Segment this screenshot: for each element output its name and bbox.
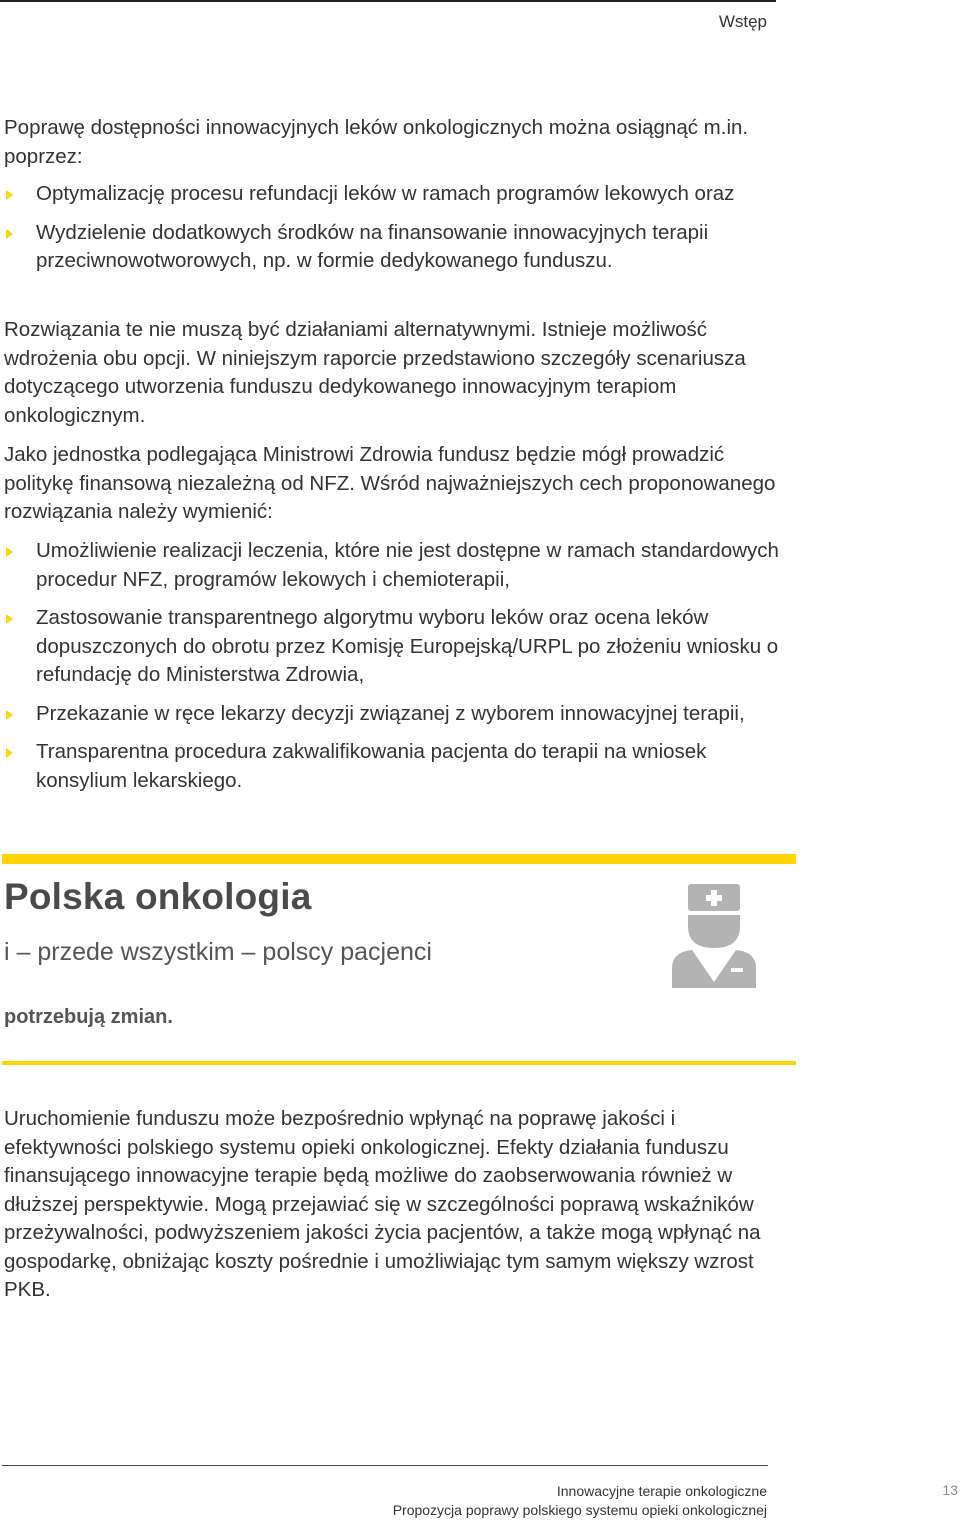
section-label: Wstęp (718, 12, 767, 31)
body-paragraph-3: Jako jednostka podlegająca Ministrowi Zdrowia fundusz będzie mógł prowadzić politykę finansową niezależną od NFZ. Wśród najważniejszych cech proponowanego rozwiązania należy wymienić: (4, 443, 776, 523)
bullet-triangle-icon (6, 748, 13, 758)
callout-footer: potrzebują zmian. (4, 1006, 173, 1028)
list-item: Zastosowanie transparentnego algorytmu wyboru leków oraz ocena leków dopuszczonych do obrotu przez Komisję Europejską/URPL po złożeniu wniosku o refundację do Ministerstwa Zdrowia, (4, 604, 794, 690)
doctor-icon (670, 884, 758, 988)
list-item: Przekazanie w ręce lekarzy decyzji związanej z wyborem innowacyjnej terapii, (4, 700, 794, 729)
footer-text (393, 1482, 767, 1520)
list-item: Umożliwienie realizacji leczenia, które nie jest dostępne w ramach standardowych procedur NFZ, programów lekowych i chemioterapii, (4, 537, 794, 594)
bullet-triangle-icon (6, 710, 13, 720)
features-bullet-list (4, 537, 794, 805)
list-item: Optymalizację procesu refundacji leków w ramach programów lekowych oraz (4, 180, 794, 209)
body-paragraph-4: Uruchomienie funduszu może bezpośrednio wpłynąć na poprawę jakości i efektywności polskiego systemu opieki onkologicznej. Efekty działania funduszu finansującego innowacyjne terapie będą możliwe do zaobserwowania również w dłuższej perspektywie. Mogą przejawiać się w szczególności poprawą wskaźników przeżywalności, podwyższeniem jakości życia pacjentów, a także mogą wpłynąć na gospodarkę, obniżając koszty pośrednie i umożliwiając tym samym większy wzrost PKB. (4, 1107, 761, 1301)
callout-top-bar (2, 854, 796, 864)
list-item: Wydzielenie dodatkowych środków na finansowanie innowacyjnych terapii przeciwnowotworowych, np. w formie dedykowanego funduszu. (4, 219, 794, 276)
header-rule (0, 0, 776, 2)
intro-bullet-list (4, 180, 794, 286)
page-number: 13 (942, 1482, 958, 1498)
footer-line-1: Innowacyjne terapie onkologiczne (556, 1483, 767, 1499)
body-paragraph-2: Rozwiązania te nie muszą być działaniami alternatywnymi. Istnieje możliwość wdrożenia obu opcji. W niniejszym raporcie przedstawiono szczegóły scenariusza dotyczącego utworzenia funduszu dedykowanego innowacyjnym terapiom onkologicznym. (4, 318, 746, 427)
callout-bottom-bar (2, 1061, 796, 1065)
bullet-triangle-icon (6, 229, 13, 239)
intro-paragraph: Poprawę dostępności innowacyjnych leków onkologicznych można osiągnąć m.in. poprzez: (4, 116, 749, 168)
list-item: Transparentna procedura zakwalifikowania pacjenta do terapii na wniosek konsylium lekarskiego. (4, 738, 794, 795)
footer-rule (2, 1465, 768, 1466)
bullet-triangle-icon (6, 614, 13, 624)
callout-title: Polska onkologia (4, 876, 312, 917)
footer-line-2: Propozycja poprawy polskiego systemu opieki onkologicznej (392, 1502, 767, 1518)
callout-subtitle: i – przede wszystkim – polscy pacjenci (4, 938, 432, 966)
bullet-triangle-icon (6, 190, 13, 200)
bullet-triangle-icon (6, 547, 13, 557)
